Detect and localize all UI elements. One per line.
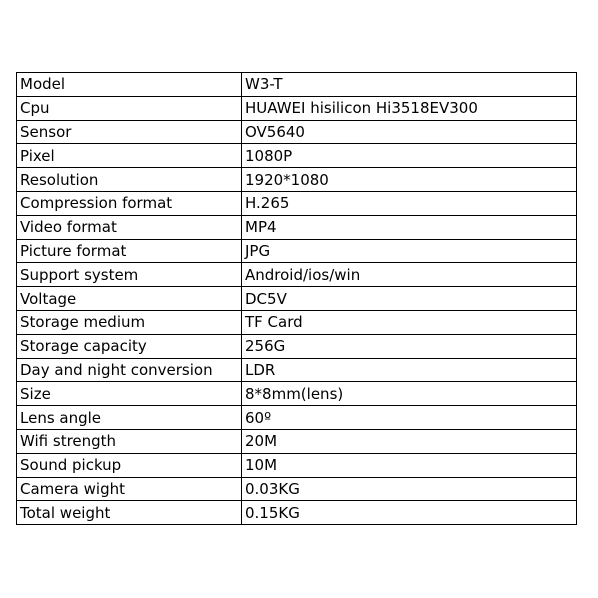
spec-label: Storage capacity <box>17 334 242 358</box>
spec-value: 1920*1080 <box>242 168 577 192</box>
spec-value: 0.03KG <box>242 477 577 501</box>
spec-label: Lens angle <box>17 406 242 430</box>
spec-label: Pixel <box>17 144 242 168</box>
table-row <box>17 477 577 501</box>
spec-value: 256G <box>242 334 577 358</box>
table-row <box>17 239 577 263</box>
spec-label: Size <box>17 382 242 406</box>
spec-value: W3-T <box>242 73 577 97</box>
spec-value: 1080P <box>242 144 577 168</box>
spec-value: MP4 <box>242 215 577 239</box>
spec-value: 0.15KG <box>242 501 577 525</box>
spec-label: Total weight <box>17 501 242 525</box>
table-row <box>17 191 577 215</box>
spec-label: Storage medium <box>17 310 242 334</box>
spec-label: Voltage <box>17 287 242 311</box>
table-row <box>17 358 577 382</box>
spec-label: Sensor <box>17 120 242 144</box>
spec-value: H.265 <box>242 191 577 215</box>
spec-value: 60º <box>242 406 577 430</box>
spec-value: 10M <box>242 453 577 477</box>
spec-label: Sound pickup <box>17 453 242 477</box>
spec-label: Resolution <box>17 168 242 192</box>
table-row <box>17 96 577 120</box>
table-row <box>17 287 577 311</box>
table-row <box>17 215 577 239</box>
spec-label: Model <box>17 73 242 97</box>
spec-value: LDR <box>242 358 577 382</box>
spec-label: Day and night conversion <box>17 358 242 382</box>
spec-value: HUAWEI hisilicon Hi3518EV300 <box>242 96 577 120</box>
spec-value: JPG <box>242 239 577 263</box>
table-row <box>17 334 577 358</box>
spec-value: DC5V <box>242 287 577 311</box>
table-row <box>17 453 577 477</box>
table-row <box>17 406 577 430</box>
spec-label: Camera wight <box>17 477 242 501</box>
table-row <box>17 144 577 168</box>
table-row <box>17 501 577 525</box>
spec-label: Video format <box>17 215 242 239</box>
table-row <box>17 168 577 192</box>
spec-label: Cpu <box>17 96 242 120</box>
table-row <box>17 429 577 453</box>
spec-value: Android/ios/win <box>242 263 577 287</box>
spec-table <box>16 72 577 525</box>
table-row <box>17 120 577 144</box>
spec-label: Support system <box>17 263 242 287</box>
table-row <box>17 263 577 287</box>
spec-label: Compression format <box>17 191 242 215</box>
spec-label: Wifi strength <box>17 429 242 453</box>
spec-label: Picture format <box>17 239 242 263</box>
table-row <box>17 310 577 334</box>
table-row <box>17 382 577 406</box>
spec-value: TF Card <box>242 310 577 334</box>
spec-value: OV5640 <box>242 120 577 144</box>
spec-value: 8*8mm(lens) <box>242 382 577 406</box>
spec-value: 20M <box>242 429 577 453</box>
table-row <box>17 73 577 97</box>
